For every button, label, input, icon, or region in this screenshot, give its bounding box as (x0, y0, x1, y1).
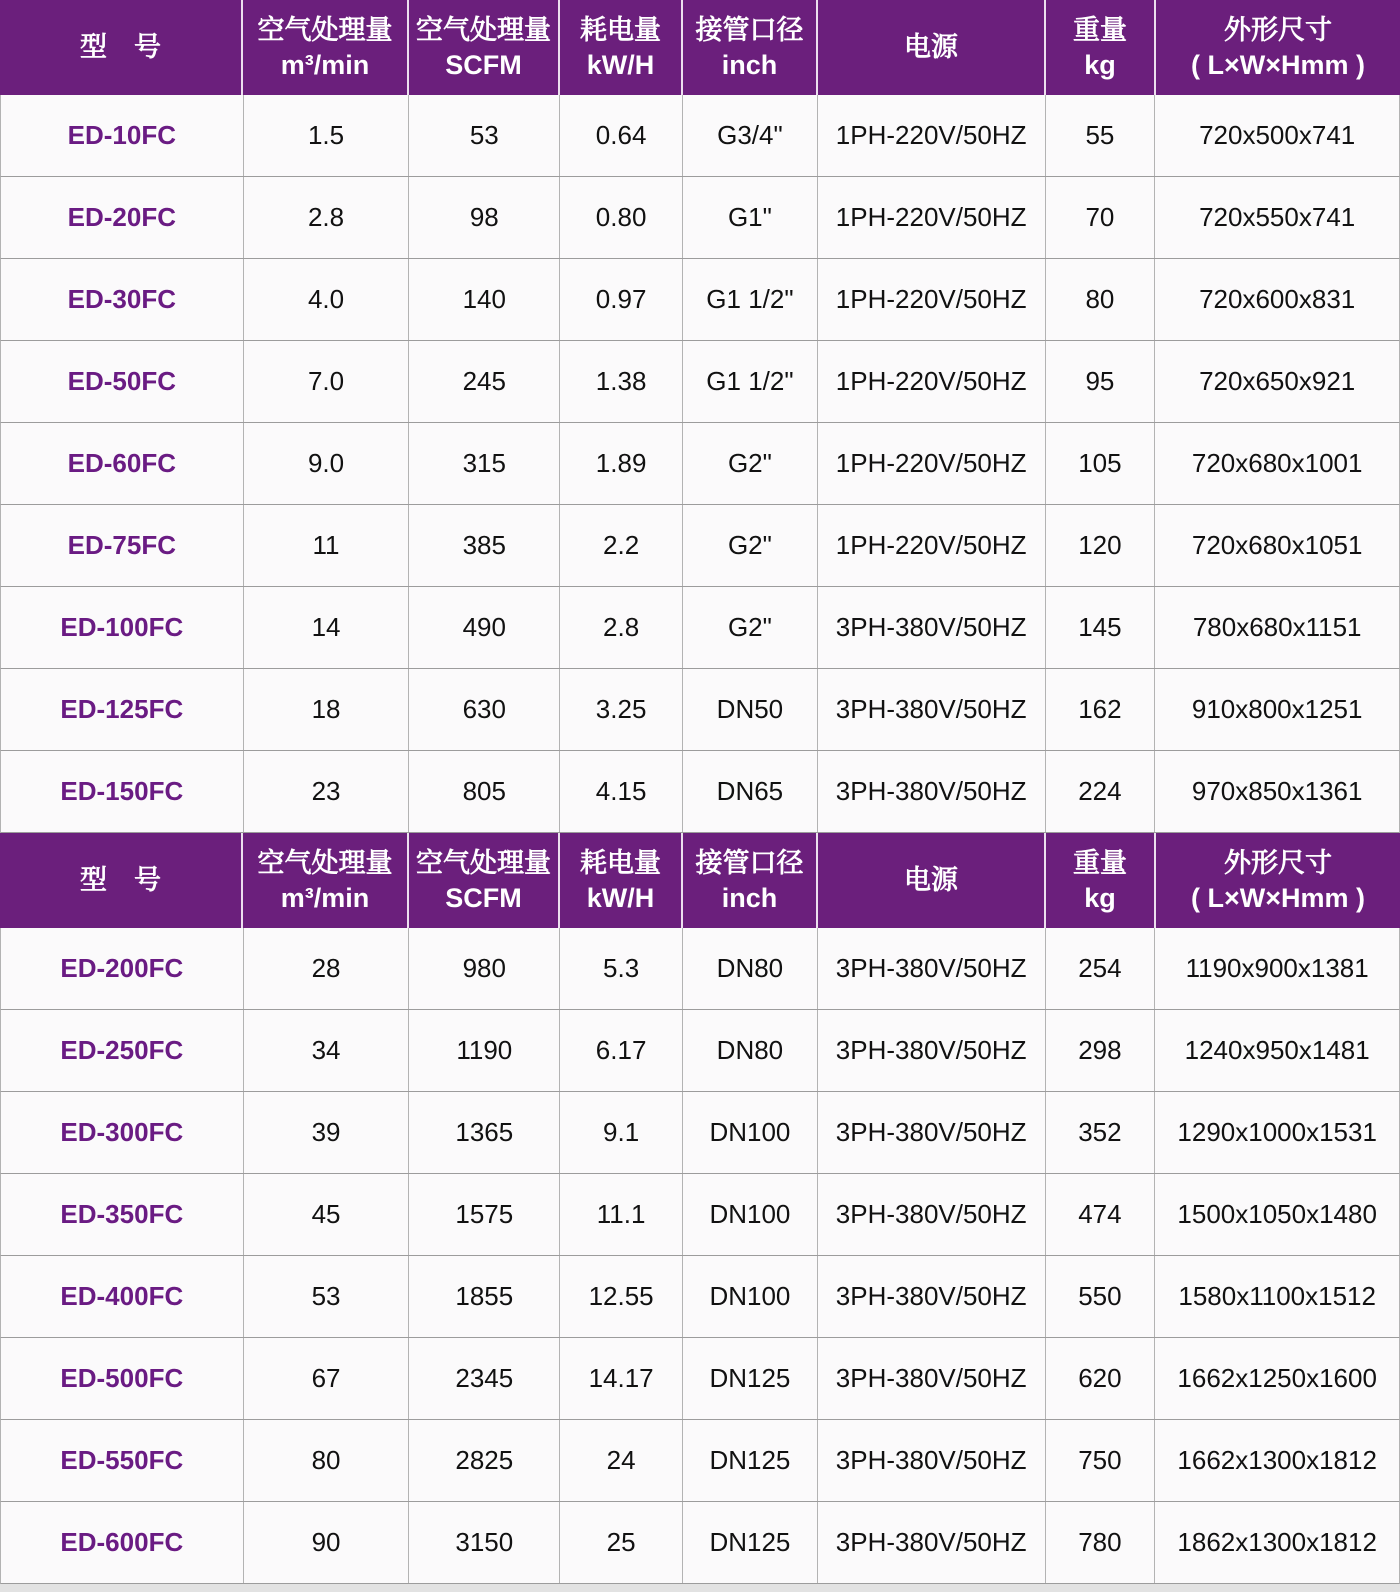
header-label-line1: 外形尺寸 (1224, 847, 1332, 878)
weight-cell: 620 (1046, 1338, 1156, 1419)
header-row (0, 0, 1400, 95)
header-label-line1: 电源 (904, 32, 958, 62)
pipe-size-cell: G1 1/2" (683, 341, 818, 422)
dimensions-cell: 720x680x1051 (1191, 530, 1363, 560)
header-label-line1: 空气处理量 (257, 847, 393, 878)
power-kwh-cell: 0.80 (560, 177, 683, 258)
table-row (0, 1420, 1400, 1502)
model-cell: ED-500FC (1, 1338, 244, 1419)
table-row (0, 1338, 1400, 1420)
pipe-size-cell: DN125 (683, 1502, 818, 1583)
model-cell: ED-20FC (1, 177, 244, 258)
table-row (0, 177, 1400, 259)
pipe-size-cell: DN125 (683, 1420, 818, 1501)
pipe-size-cell: G1 1/2" (683, 259, 818, 340)
pipe-size-cell: G2" (683, 505, 818, 586)
flow-scfm-cell: 98 (409, 177, 560, 258)
column-header-pipe-size (683, 833, 818, 928)
power-kwh-cell: 4.15 (560, 751, 683, 832)
flow-scfm-cell: 245 (409, 341, 560, 422)
column-header-model (0, 833, 243, 928)
dimensions-cell: 720x550x741 (1199, 202, 1356, 232)
header-label-line2: m³/min (280, 882, 370, 913)
header-label-line2: kW/H (586, 882, 655, 913)
dimensions-cell: 1240x950x1481 (1184, 1035, 1370, 1065)
flow-scfm-cell: 1855 (409, 1256, 560, 1337)
model-cell: ED-125FC (1, 669, 244, 750)
dimensions-cell: 720x650x921 (1199, 366, 1356, 396)
pipe-size-cell: G1" (683, 177, 818, 258)
column-header-flow-scfm (409, 0, 560, 95)
flow-scfm-cell: 385 (409, 505, 560, 586)
model-cell: ED-10FC (1, 95, 244, 176)
header-label-line1: 电源 (904, 865, 958, 895)
dimensions-cell: 780x680x1151 (1192, 612, 1362, 642)
header-label-line1: 接管口径 (695, 14, 804, 45)
table-row (0, 1502, 1400, 1584)
flow-m3min-cell: 39 (244, 1092, 410, 1173)
table-row (0, 1174, 1400, 1256)
flow-scfm-cell: 53 (409, 95, 560, 176)
power-supply-cell: 3PH-380V/50HZ (818, 1338, 1046, 1419)
column-header-dimensions (1156, 0, 1400, 95)
weight-cell: 224 (1046, 751, 1156, 832)
flow-m3min-cell: 7.0 (244, 341, 410, 422)
header-label-line1: 空气处理量 (416, 847, 551, 878)
weight-cell: 105 (1046, 423, 1156, 504)
pipe-size-cell: DN100 (683, 1174, 818, 1255)
flow-scfm-cell: 2825 (409, 1420, 560, 1501)
power-kwh-cell: 9.1 (560, 1092, 683, 1173)
weight-cell: 80 (1046, 259, 1156, 340)
power-supply-cell: 1PH-220V/50HZ (818, 505, 1046, 586)
flow-m3min-cell: 34 (244, 1010, 410, 1091)
column-header-weight (1046, 0, 1156, 95)
weight-cell: 145 (1046, 587, 1156, 668)
column-header-pipe-size (683, 0, 818, 95)
flow-m3min-cell: 1.5 (244, 95, 410, 176)
table-row (0, 341, 1400, 423)
power-kwh-cell: 1.89 (560, 423, 683, 504)
weight-cell: 298 (1046, 1010, 1156, 1091)
dimensions-cell: 720x500x741 (1199, 120, 1356, 150)
table-row (0, 1256, 1400, 1338)
weight-cell: 780 (1046, 1502, 1156, 1583)
power-kwh-cell: 0.97 (560, 259, 683, 340)
header-label-line2: SCFM (445, 882, 522, 913)
table-row (0, 587, 1400, 669)
model-cell: ED-60FC (1, 423, 244, 504)
dimensions-cell: 1862x1300x1812 (1177, 1527, 1377, 1557)
table-row (0, 423, 1400, 505)
power-kwh-cell: 0.64 (560, 95, 683, 176)
header-row (0, 833, 1400, 928)
model-cell: ED-200FC (1, 928, 244, 1009)
header-label-line1: 重量 (1073, 14, 1127, 45)
power-supply-cell: 3PH-380V/50HZ (818, 1502, 1046, 1583)
weight-cell: 550 (1046, 1256, 1156, 1337)
flow-m3min-cell: 53 (244, 1256, 410, 1337)
header-label-line2: inch (721, 49, 778, 80)
power-kwh-cell: 1.38 (560, 341, 683, 422)
header-label-line2: ( L×W×Hmm ) (1190, 882, 1365, 913)
flow-m3min-cell: 45 (244, 1174, 410, 1255)
header-label-line1: 空气处理量 (416, 14, 551, 45)
dimensions-cell: 1662x1250x1600 (1177, 1363, 1377, 1393)
pipe-size-cell: G2" (683, 587, 818, 668)
weight-cell: 254 (1046, 928, 1156, 1009)
header-label-line1: 耗电量 (580, 847, 661, 878)
flow-scfm-cell: 1190 (409, 1010, 560, 1091)
weight-cell: 55 (1046, 95, 1156, 176)
power-supply-cell: 1PH-220V/50HZ (818, 341, 1046, 422)
model-cell: ED-400FC (1, 1256, 244, 1337)
power-supply-cell: 3PH-380V/50HZ (818, 928, 1046, 1009)
flow-m3min-cell: 9.0 (244, 423, 410, 504)
power-supply-cell: 3PH-380V/50HZ (818, 587, 1046, 668)
header-label-line2: kW/H (586, 49, 655, 80)
column-header-power-supply (818, 833, 1046, 928)
power-supply-cell: 3PH-380V/50HZ (818, 1174, 1046, 1255)
power-supply-cell: 3PH-380V/50HZ (818, 1420, 1046, 1501)
flow-m3min-cell: 90 (244, 1502, 410, 1583)
header-label-line1: 接管口径 (695, 847, 804, 878)
power-kwh-cell: 14.17 (560, 1338, 683, 1419)
weight-cell: 352 (1046, 1092, 1156, 1173)
model-cell: ED-300FC (1, 1092, 244, 1173)
flow-scfm-cell: 2345 (409, 1338, 560, 1419)
model-cell: ED-600FC (1, 1502, 244, 1583)
flow-scfm-cell: 630 (409, 669, 560, 750)
power-kwh-cell: 24 (560, 1420, 683, 1501)
column-header-power-supply (818, 0, 1046, 95)
weight-cell: 70 (1046, 177, 1156, 258)
table-row (0, 928, 1400, 1010)
pipe-size-cell: DN65 (683, 751, 818, 832)
table-row (0, 259, 1400, 341)
column-header-weight (1046, 833, 1156, 928)
flow-scfm-cell: 490 (409, 587, 560, 668)
dimensions-cell: 1662x1300x1812 (1177, 1445, 1377, 1475)
dimensions-cell: 1580x1100x1512 (1178, 1281, 1376, 1311)
dimensions-cell: 910x800x1251 (1191, 694, 1363, 724)
column-header-power-kwh (560, 833, 683, 928)
power-kwh-cell: 3.25 (560, 669, 683, 750)
model-cell: ED-100FC (1, 587, 244, 668)
flow-scfm-cell: 140 (409, 259, 560, 340)
flow-scfm-cell: 3150 (409, 1502, 560, 1583)
weight-cell: 120 (1046, 505, 1156, 586)
model-cell: ED-550FC (1, 1420, 244, 1501)
pipe-size-cell: DN125 (683, 1338, 818, 1419)
pipe-size-cell: DN80 (683, 928, 818, 1009)
header-label-line1: 型 号 (80, 865, 161, 895)
flow-scfm-cell: 1365 (409, 1092, 560, 1173)
power-kwh-cell: 2.2 (560, 505, 683, 586)
power-kwh-cell: 25 (560, 1502, 683, 1583)
flow-scfm-cell: 980 (409, 928, 560, 1009)
dimensions-cell: 1500x1050x1480 (1177, 1199, 1377, 1229)
table-row (0, 751, 1400, 833)
column-header-flow-scfm (409, 833, 560, 928)
column-header-dimensions (1156, 833, 1400, 928)
power-kwh-cell: 5.3 (560, 928, 683, 1009)
header-label-line2: inch (721, 882, 778, 913)
power-supply-cell: 3PH-380V/50HZ (818, 1256, 1046, 1337)
header-label-line2: ( L×W×Hmm ) (1190, 49, 1365, 80)
dimensions-cell: 720x680x1001 (1191, 448, 1363, 478)
flow-m3min-cell: 2.8 (244, 177, 410, 258)
flow-m3min-cell: 11 (244, 505, 410, 586)
header-label-line1: 重量 (1073, 847, 1127, 878)
table-row (0, 95, 1400, 177)
flow-scfm-cell: 805 (409, 751, 560, 832)
power-supply-cell: 3PH-380V/50HZ (818, 1010, 1046, 1091)
table-row (0, 1092, 1400, 1174)
power-supply-cell: 1PH-220V/50HZ (818, 95, 1046, 176)
model-cell: ED-350FC (1, 1174, 244, 1255)
pipe-size-cell: G3/4" (683, 95, 818, 176)
table-row (0, 1010, 1400, 1092)
flow-m3min-cell: 18 (244, 669, 410, 750)
flow-scfm-cell: 1575 (409, 1174, 560, 1255)
flow-m3min-cell: 28 (244, 928, 410, 1009)
flow-m3min-cell: 80 (244, 1420, 410, 1501)
bottom-strip (0, 1584, 1400, 1592)
model-cell: ED-50FC (1, 341, 244, 422)
power-kwh-cell: 2.8 (560, 587, 683, 668)
weight-cell: 95 (1046, 341, 1156, 422)
column-header-model (0, 0, 243, 95)
header-label-line1: 空气处理量 (257, 14, 393, 45)
model-cell: ED-75FC (1, 505, 244, 586)
model-cell: ED-150FC (1, 751, 244, 832)
power-kwh-cell: 12.55 (560, 1256, 683, 1337)
column-header-power-kwh (560, 0, 683, 95)
table-row (0, 669, 1400, 751)
header-label-line1: 耗电量 (580, 14, 661, 45)
pipe-size-cell: DN100 (683, 1256, 818, 1337)
header-label-line2: SCFM (445, 49, 522, 80)
power-supply-cell: 3PH-380V/50HZ (818, 669, 1046, 750)
pipe-size-cell: G2" (683, 423, 818, 504)
pipe-size-cell: DN80 (683, 1010, 818, 1091)
power-supply-cell: 1PH-220V/50HZ (818, 423, 1046, 504)
power-supply-cell: 1PH-220V/50HZ (818, 177, 1046, 258)
pipe-size-cell: DN100 (683, 1092, 818, 1173)
dimensions-cell: 1290x1000x1531 (1177, 1117, 1377, 1147)
power-supply-cell: 3PH-380V/50HZ (818, 751, 1046, 832)
dimensions-cell: 970x850x1361 (1191, 776, 1363, 806)
flow-m3min-cell: 67 (244, 1338, 410, 1419)
header-label-line1: 外形尺寸 (1224, 14, 1332, 45)
header-label-line1: 型 号 (80, 32, 161, 62)
model-cell: ED-250FC (1, 1010, 244, 1091)
power-supply-cell: 3PH-380V/50HZ (818, 1092, 1046, 1173)
model-cell: ED-30FC (1, 259, 244, 340)
column-header-flow-m3min (243, 0, 409, 95)
header-label-line2: kg (1084, 882, 1116, 913)
column-header-flow-m3min (243, 833, 409, 928)
header-label-line2: m³/min (280, 49, 370, 80)
power-kwh-cell: 6.17 (560, 1010, 683, 1091)
pipe-size-cell: DN50 (683, 669, 818, 750)
header-label-line2: kg (1084, 49, 1116, 80)
power-kwh-cell: 11.1 (560, 1174, 683, 1255)
table-row (0, 505, 1400, 587)
weight-cell: 474 (1046, 1174, 1156, 1255)
weight-cell: 750 (1046, 1420, 1156, 1501)
dimensions-cell: 720x600x831 (1199, 284, 1356, 314)
flow-m3min-cell: 4.0 (244, 259, 410, 340)
weight-cell: 162 (1046, 669, 1156, 750)
dimensions-cell: 1190x900x1381 (1185, 953, 1369, 983)
flow-m3min-cell: 14 (244, 587, 410, 668)
power-supply-cell: 1PH-220V/50HZ (818, 259, 1046, 340)
flow-m3min-cell: 23 (244, 751, 410, 832)
flow-scfm-cell: 315 (409, 423, 560, 504)
